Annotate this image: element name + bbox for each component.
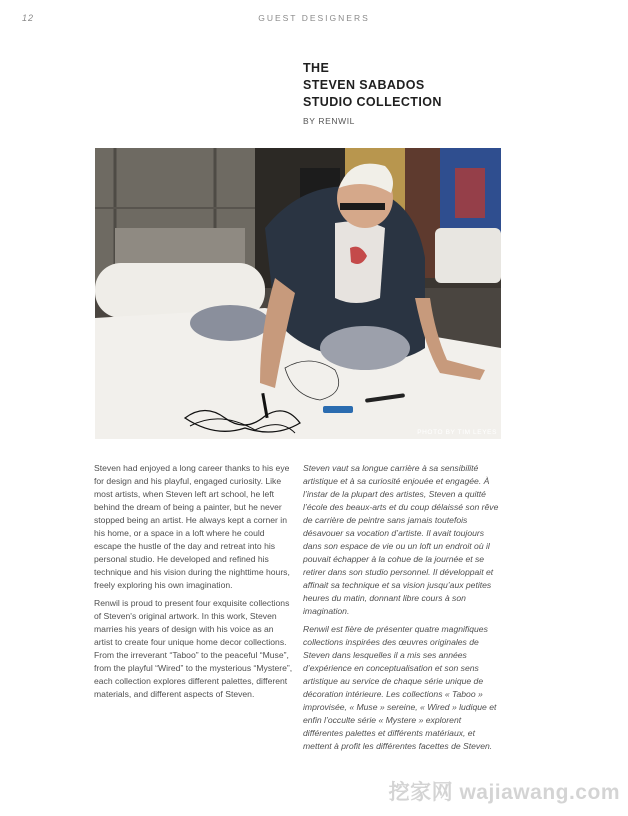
article-byline: BY RENWIL	[303, 116, 356, 126]
article-title-block	[303, 60, 442, 126]
body-column-english	[94, 462, 294, 706]
page-number: 12	[22, 13, 35, 23]
section-label: GUEST DESIGNERS	[258, 13, 370, 23]
body-column-french	[303, 462, 503, 758]
body-paragraph-en-1: Steven had enjoyed a long career thanks to his eye for design and his playful, engaged curiosity. Like most artists, when Steven left art school, he left behind the dream of being a painter, but he never stopped being an artist. He always kept a corner in his home, or a space in a loft where he could escape the hustle of the day and retreat into his personal studio. He developed and refined his technique and his vision during the nighttime hours, freely exploring his own imagination.	[94, 463, 290, 590]
article-title-line-3: STUDIO COLLECTION	[303, 95, 442, 109]
photo-credit: PHOTO BY TIM LEYES	[417, 429, 497, 436]
body-paragraph-en-2: Renwil is proud to present four exquisite collections of Steven's original artwork. In this work, Steven marries his years of design with his voice as an artist to create four unique home decor collections. From the irreverant “Taboo” to the peaceful “Muse”, from the playful “Wired” to the mysterious “Mystere”, each collection explores different palettes, different materials, and different aspects of Steven.	[94, 598, 293, 699]
feature-photo	[95, 148, 501, 439]
site-watermark: 挖家网 wajiawang.com	[388, 781, 620, 804]
artist-drawing-photo-illustration	[95, 148, 501, 439]
article-title-line-2: STEVEN SABADOS	[303, 78, 425, 92]
body-paragraph-fr-1: Steven vaut sa longue carrière à sa sensibilité artistique et à sa curiosité enjouée et engagée. À l’instar de la plupart des artistes, Steven a quitté l’école des beaux-arts et du coup délaissé son rêve de carrière de peintre sans jamais toutefois désavouer sa vocation d’artiste. Il avait toujours dans son espace de vie ou un loft un endroit où il pouvait échapper à la cohue de la journée et se retirer dans son studio personnel. Il développait et affinait sa technique et sa vision jusqu’aux petites heures du matin, donnant libre cours à son imagination.	[303, 463, 499, 616]
article-title-line-1: THE	[303, 61, 330, 75]
body-paragraph-fr-2: Renwil est fière de présenter quatre magnifiques collections inspirées des œuvres originales de Steven dans lesquelles il a mis ses années d’expérience en conceptualisation et son sens artistique au service de chaque série unique de décoration intérieure. Les collections « Taboo » improvisée, « Muse » sereine, « Wired » ludique et enfin l’occulte série « Mystere » explorent différentes palettes et différents matériaux, et mettent à profit les différentes facettes de Steven.	[303, 624, 497, 751]
